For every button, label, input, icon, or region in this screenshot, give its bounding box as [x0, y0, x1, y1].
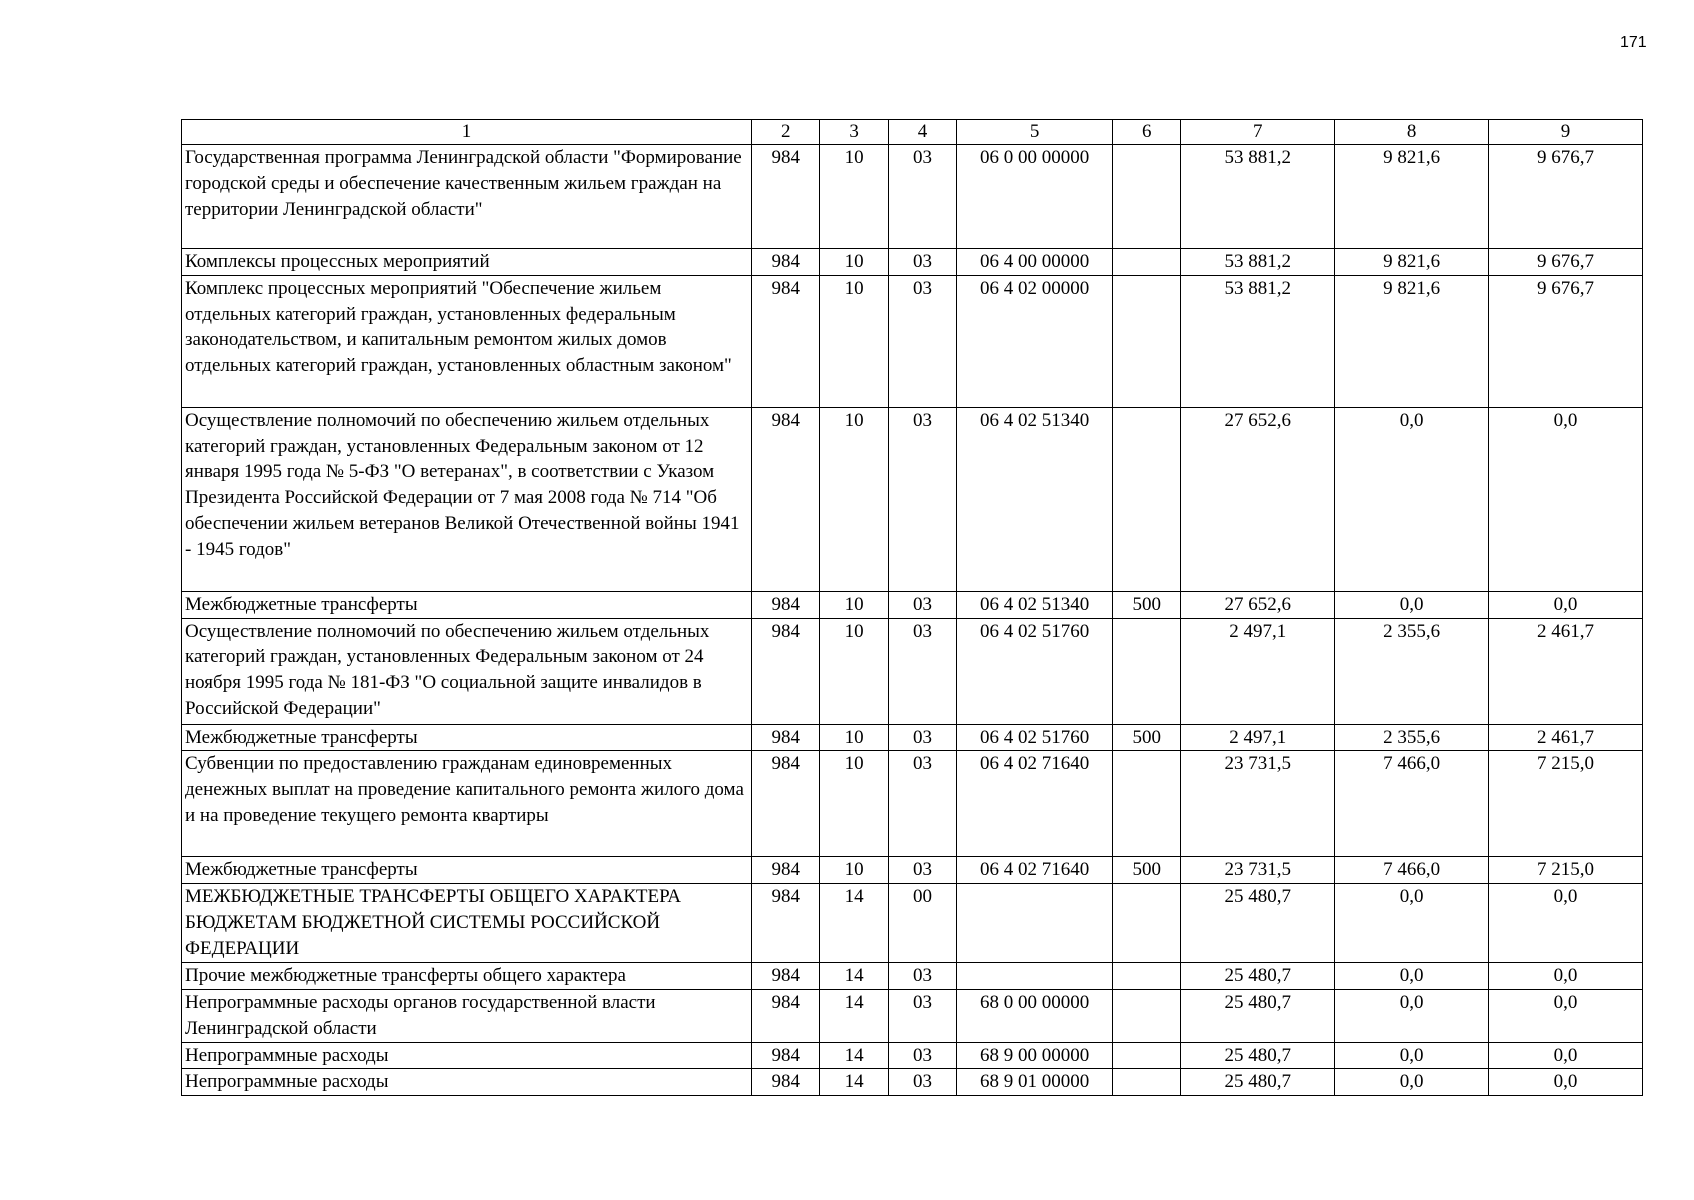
section-cell: 10: [820, 618, 888, 724]
expense-type-cell: [1113, 884, 1181, 963]
subsection-cell: 00: [888, 884, 956, 963]
row-name-cell: Осуществление полномочий по обеспечению жильем отдельных категорий граждан, установленных Федеральным законом от 12 января 1995 года № 5-ФЗ "О ветеранах", в соответствии с Указом Президента Российской Федерации от 7 мая 2008 года № 714 "Об обеспечении жильем ветеранов Великой Отечественной войны 1941 - 1945 годов": [182, 407, 752, 591]
subsection-cell: 03: [888, 249, 956, 276]
row-name-cell: Прочие межбюджетные трансферты общего характера: [182, 963, 752, 990]
subsection-cell: 03: [888, 618, 956, 724]
amount-cell: 0,0: [1489, 884, 1643, 963]
table-row: [182, 1069, 1643, 1096]
target-article-cell: 68 9 01 00000: [957, 1069, 1113, 1096]
target-article-cell: 06 4 02 51760: [957, 618, 1113, 724]
admin-code-cell: 984: [752, 857, 820, 884]
amount-cell: 0,0: [1489, 407, 1643, 591]
amount-cell: 25 480,7: [1181, 989, 1335, 1042]
target-article-cell: 06 4 02 71640: [957, 857, 1113, 884]
admin-code-cell: 984: [752, 1042, 820, 1069]
amount-cell: 9 821,6: [1335, 249, 1489, 276]
expense-type-cell: 500: [1113, 591, 1181, 618]
section-cell: 10: [820, 249, 888, 276]
row-name-cell: Комплекс процессных мероприятий "Обеспечение жильем отдельных категорий граждан, установленных федеральным законодательством, и капитальным ремонтом жилых домов отдельных категорий граждан, установленных областным законом": [182, 275, 752, 407]
header-cell: 9: [1489, 120, 1643, 145]
section-cell: 14: [820, 884, 888, 963]
amount-cell: 0,0: [1335, 1069, 1489, 1096]
admin-code-cell: 984: [752, 989, 820, 1042]
amount-cell: 9 821,6: [1335, 275, 1489, 407]
expense-type-cell: [1113, 963, 1181, 990]
admin-code-cell: 984: [752, 724, 820, 751]
target-article-cell: 06 4 02 51340: [957, 591, 1113, 618]
header-row: [182, 120, 1643, 145]
row-name-cell: Межбюджетные трансферты: [182, 591, 752, 618]
table-row: [182, 1042, 1643, 1069]
admin-code-cell: 984: [752, 963, 820, 990]
amount-cell: 2 355,6: [1335, 724, 1489, 751]
table-row: [182, 724, 1643, 751]
page-number: 171: [1620, 34, 1647, 51]
table-row: [182, 407, 1643, 591]
table-row: [182, 989, 1643, 1042]
subsection-cell: 03: [888, 145, 956, 249]
amount-cell: 25 480,7: [1181, 1069, 1335, 1096]
table-row: [182, 884, 1643, 963]
amount-cell: 2 497,1: [1181, 618, 1335, 724]
header-cell: 8: [1335, 120, 1489, 145]
amount-cell: 0,0: [1335, 884, 1489, 963]
expense-type-cell: [1113, 275, 1181, 407]
admin-code-cell: 984: [752, 618, 820, 724]
section-cell: 10: [820, 751, 888, 857]
admin-code-cell: 984: [752, 407, 820, 591]
row-name-cell: Субвенции по предоставлению гражданам единовременных денежных выплат на проведение капитального ремонта жилого дома и на проведение текущего ремонта квартиры: [182, 751, 752, 857]
header-cell: 4: [888, 120, 956, 145]
target-article-cell: 68 9 00 00000: [957, 1042, 1113, 1069]
subsection-cell: 03: [888, 857, 956, 884]
target-article-cell: 06 4 00 00000: [957, 249, 1113, 276]
admin-code-cell: 984: [752, 884, 820, 963]
amount-cell: 2 461,7: [1489, 618, 1643, 724]
admin-code-cell: 984: [752, 145, 820, 249]
section-cell: 14: [820, 989, 888, 1042]
amount-cell: 9 676,7: [1489, 275, 1643, 407]
amount-cell: 0,0: [1335, 591, 1489, 618]
amount-cell: 53 881,2: [1181, 145, 1335, 249]
admin-code-cell: 984: [752, 591, 820, 618]
row-name-cell: МЕЖБЮДЖЕТНЫЕ ТРАНСФЕРТЫ ОБЩЕГО ХАРАКТЕРА БЮДЖЕТАМ БЮДЖЕТНОЙ СИСТЕМЫ РОССИЙСКОЙ ФЕДЕРАЦИИ: [182, 884, 752, 963]
admin-code-cell: 984: [752, 1069, 820, 1096]
amount-cell: 25 480,7: [1181, 884, 1335, 963]
header-cell: 5: [957, 120, 1113, 145]
amount-cell: 0,0: [1489, 989, 1643, 1042]
table-body: [182, 145, 1643, 1096]
admin-code-cell: 984: [752, 751, 820, 857]
target-article-cell: [957, 884, 1113, 963]
target-article-cell: 06 4 02 51340: [957, 407, 1113, 591]
amount-cell: 23 731,5: [1181, 751, 1335, 857]
header-cell: 7: [1181, 120, 1335, 145]
section-cell: 14: [820, 1042, 888, 1069]
header-cell: 2: [752, 120, 820, 145]
expense-type-cell: [1113, 751, 1181, 857]
subsection-cell: 03: [888, 591, 956, 618]
amount-cell: 53 881,2: [1181, 275, 1335, 407]
amount-cell: 53 881,2: [1181, 249, 1335, 276]
row-name-cell: Осуществление полномочий по обеспечению жильем отдельных категорий граждан, установленных Федеральным законом от 24 ноября 1995 года № 181-ФЗ "О социальной защите инвалидов в Российской Федерации": [182, 618, 752, 724]
section-cell: 10: [820, 724, 888, 751]
expense-type-cell: [1113, 407, 1181, 591]
table-row: [182, 618, 1643, 724]
amount-cell: 0,0: [1335, 963, 1489, 990]
subsection-cell: 03: [888, 963, 956, 990]
amount-cell: 2 461,7: [1489, 724, 1643, 751]
section-cell: 14: [820, 1069, 888, 1096]
amount-cell: 9 676,7: [1489, 249, 1643, 276]
expense-type-cell: [1113, 1042, 1181, 1069]
admin-code-cell: 984: [752, 249, 820, 276]
table-row: [182, 249, 1643, 276]
amount-cell: 2 497,1: [1181, 724, 1335, 751]
amount-cell: 25 480,7: [1181, 1042, 1335, 1069]
section-cell: 10: [820, 145, 888, 249]
target-article-cell: 68 0 00 00000: [957, 989, 1113, 1042]
amount-cell: 27 652,6: [1181, 591, 1335, 618]
subsection-cell: 03: [888, 407, 956, 591]
amount-cell: 0,0: [1489, 1042, 1643, 1069]
table-row: [182, 751, 1643, 857]
row-name-cell: Межбюджетные трансферты: [182, 857, 752, 884]
section-cell: 10: [820, 275, 888, 407]
table-row: [182, 857, 1643, 884]
expense-type-cell: [1113, 618, 1181, 724]
expense-type-cell: [1113, 249, 1181, 276]
row-name-cell: Непрограммные расходы: [182, 1042, 752, 1069]
section-cell: 10: [820, 857, 888, 884]
expense-type-cell: [1113, 145, 1181, 249]
amount-cell: 25 480,7: [1181, 963, 1335, 990]
admin-code-cell: 984: [752, 275, 820, 407]
subsection-cell: 03: [888, 724, 956, 751]
row-name-cell: Государственная программа Ленинградской области "Формирование городской среды и обеспечение качественным жильем граждан на территории Ленинградской области": [182, 145, 752, 249]
expense-type-cell: 500: [1113, 857, 1181, 884]
section-cell: 10: [820, 407, 888, 591]
amount-cell: 0,0: [1489, 1069, 1643, 1096]
row-name-cell: Непрограммные расходы органов государственной власти Ленинградской области: [182, 989, 752, 1042]
amount-cell: 7 466,0: [1335, 751, 1489, 857]
header-cell: 3: [820, 120, 888, 145]
row-name-cell: Межбюджетные трансферты: [182, 724, 752, 751]
section-cell: 10: [820, 591, 888, 618]
row-name-cell: Комплексы процессных мероприятий: [182, 249, 752, 276]
row-name-cell: Непрограммные расходы: [182, 1069, 752, 1096]
expense-type-cell: [1113, 1069, 1181, 1096]
amount-cell: 9 821,6: [1335, 145, 1489, 249]
amount-cell: 7 466,0: [1335, 857, 1489, 884]
amount-cell: 0,0: [1335, 989, 1489, 1042]
table-row: [182, 963, 1643, 990]
amount-cell: 9 676,7: [1489, 145, 1643, 249]
amount-cell: 27 652,6: [1181, 407, 1335, 591]
amount-cell: 7 215,0: [1489, 751, 1643, 857]
expense-type-cell: [1113, 989, 1181, 1042]
amount-cell: 2 355,6: [1335, 618, 1489, 724]
target-article-cell: 06 4 02 71640: [957, 751, 1113, 857]
table-header: [182, 120, 1643, 145]
amount-cell: 0,0: [1489, 591, 1643, 618]
subsection-cell: 03: [888, 1042, 956, 1069]
subsection-cell: 03: [888, 751, 956, 857]
amount-cell: 0,0: [1335, 1042, 1489, 1069]
header-cell: 1: [182, 120, 752, 145]
subsection-cell: 03: [888, 275, 956, 407]
section-cell: 14: [820, 963, 888, 990]
amount-cell: 23 731,5: [1181, 857, 1335, 884]
target-article-cell: 06 4 02 51760: [957, 724, 1113, 751]
expense-type-cell: 500: [1113, 724, 1181, 751]
amount-cell: 7 215,0: [1489, 857, 1643, 884]
target-article-cell: 06 4 02 00000: [957, 275, 1113, 407]
table-row: [182, 275, 1643, 407]
target-article-cell: [957, 963, 1113, 990]
table-row: [182, 145, 1643, 249]
subsection-cell: 03: [888, 989, 956, 1042]
budget-table: [181, 119, 1643, 1096]
amount-cell: 0,0: [1489, 963, 1643, 990]
header-cell: 6: [1113, 120, 1181, 145]
table-row: [182, 591, 1643, 618]
target-article-cell: 06 0 00 00000: [957, 145, 1113, 249]
subsection-cell: 03: [888, 1069, 956, 1096]
amount-cell: 0,0: [1335, 407, 1489, 591]
